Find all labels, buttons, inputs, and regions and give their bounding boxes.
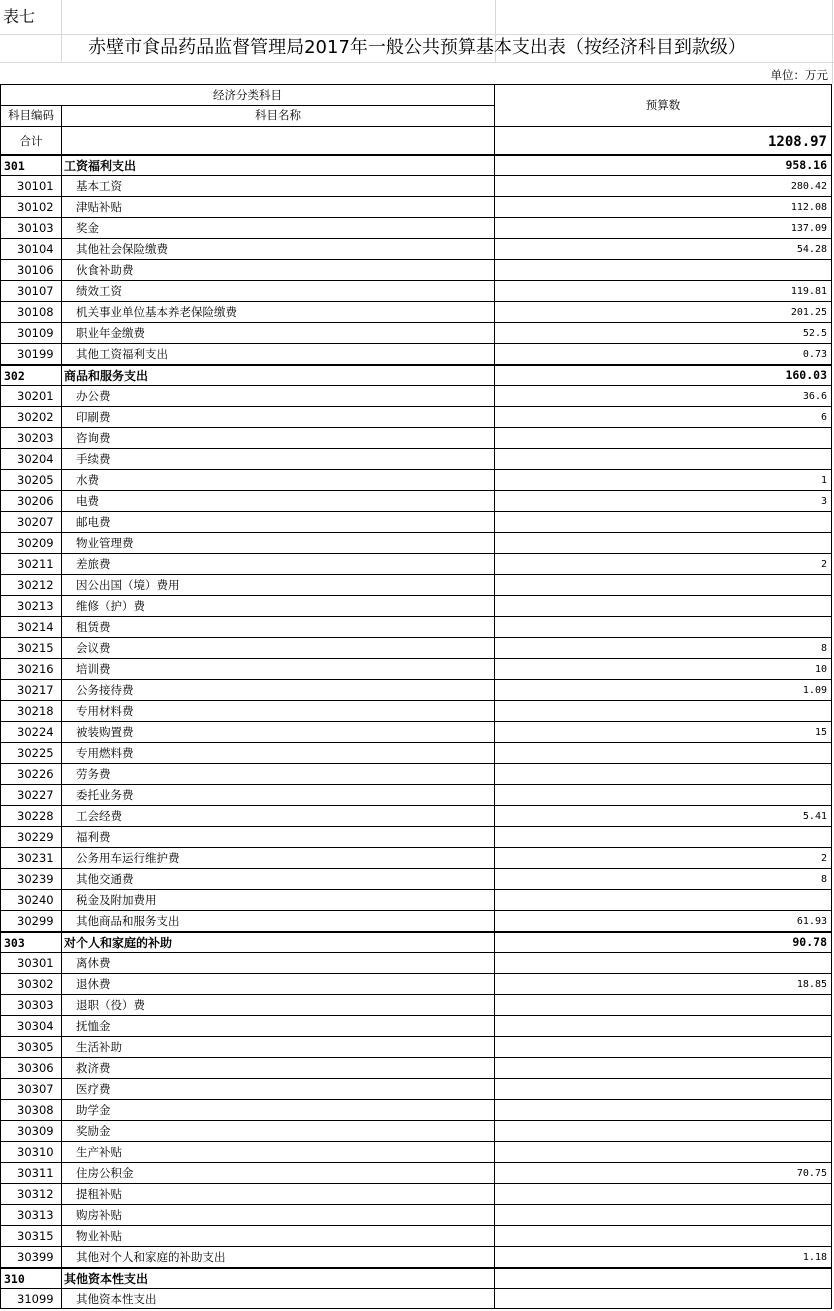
row-value: 2 (495, 553, 832, 574)
row-name: 生活补助 (61, 1036, 495, 1057)
row-value (495, 1036, 832, 1057)
row-value: 5.41 (495, 805, 832, 826)
row-name: 维修（护）费 (61, 595, 495, 616)
row-name: 其他商品和服务支出 (61, 910, 495, 931)
row-code: 303 (0, 931, 61, 952)
row-name: 其他资本性支出 (61, 1288, 495, 1309)
table-row (0, 259, 834, 280)
row-code: 30216 (0, 658, 61, 679)
table-row (0, 490, 834, 511)
row-value: 1.09 (495, 679, 832, 700)
table-row (0, 1057, 834, 1078)
table-row (0, 826, 834, 847)
table-row (0, 1120, 834, 1141)
table-row (0, 868, 834, 889)
row-value (495, 616, 832, 637)
row-name: 物业管理费 (61, 532, 495, 553)
row-value (495, 1225, 832, 1246)
row-name: 手续费 (61, 448, 495, 469)
table-row (0, 1225, 834, 1246)
row-name: 购房补贴 (61, 1204, 495, 1225)
row-name: 因公出国（境）费用 (61, 574, 495, 595)
row-name: 提租补贴 (61, 1183, 495, 1204)
row-value: 54.28 (495, 238, 832, 259)
row-value (495, 574, 832, 595)
row-code: 30311 (0, 1162, 61, 1183)
row-value: 10 (495, 658, 832, 679)
row-name: 福利费 (61, 826, 495, 847)
row-value: 201.25 (495, 301, 832, 322)
row-code: 30102 (0, 196, 61, 217)
row-value (495, 595, 832, 616)
row-name: 退职（役）费 (61, 994, 495, 1015)
row-value: 119.81 (495, 280, 832, 301)
unit-label: 单位：万元 (770, 68, 828, 82)
row-name: 咨询费 (61, 427, 495, 448)
row-code: 301 (0, 154, 61, 175)
table-row (0, 1162, 834, 1183)
total-value: 1208.97 (495, 126, 832, 154)
row-name: 专用燃料费 (61, 742, 495, 763)
row-name: 工会经费 (61, 805, 495, 826)
table-row (0, 322, 834, 343)
row-value (495, 889, 832, 910)
row-name: 其他工资福利支出 (61, 343, 495, 364)
row-value: 280.42 (495, 175, 832, 196)
row-value (495, 427, 832, 448)
row-value: 8 (495, 868, 832, 889)
total-label: 合计 (0, 126, 61, 154)
row-name: 伙食补助费 (61, 259, 495, 280)
row-code: 31099 (0, 1288, 61, 1309)
row-name: 其他社会保险缴费 (61, 238, 495, 259)
category-row (0, 364, 834, 385)
total-row (0, 126, 834, 154)
row-value (495, 1120, 832, 1141)
row-name: 离休费 (61, 952, 495, 973)
row-name: 专用材料费 (61, 700, 495, 721)
row-code: 30202 (0, 406, 61, 427)
row-code: 30215 (0, 637, 61, 658)
table-row (0, 238, 834, 259)
row-name: 医疗费 (61, 1078, 495, 1099)
header-code: 科目编码 (0, 105, 61, 126)
page-title: 赤壁市食品药品监督管理局2017年一般公共预算基本支出表（按经济科目到款级） (88, 37, 746, 58)
row-name: 公务接待费 (61, 679, 495, 700)
row-code: 30213 (0, 595, 61, 616)
row-name: 邮电费 (61, 511, 495, 532)
row-name: 租赁费 (61, 616, 495, 637)
row-value: 160.03 (495, 364, 832, 385)
table-header (0, 84, 834, 126)
row-code: 310 (0, 1267, 61, 1288)
row-code: 30204 (0, 448, 61, 469)
row-name: 奖励金 (61, 1120, 495, 1141)
table-row (0, 742, 834, 763)
table-row (0, 805, 834, 826)
table-row (0, 616, 834, 637)
header-value: 预算数 (495, 84, 832, 126)
row-name: 印刷费 (61, 406, 495, 427)
row-value: 90.78 (495, 931, 832, 952)
table-row (0, 658, 834, 679)
table-row (0, 280, 834, 301)
table-row (0, 1078, 834, 1099)
row-value (495, 1204, 832, 1225)
row-name: 办公费 (61, 385, 495, 406)
row-name: 差旅费 (61, 553, 495, 574)
row-value (495, 1057, 832, 1078)
row-name: 电费 (61, 490, 495, 511)
table-row (0, 847, 834, 868)
row-name: 劳务费 (61, 763, 495, 784)
row-code: 30228 (0, 805, 61, 826)
row-code: 30310 (0, 1141, 61, 1162)
table-row (0, 1246, 834, 1267)
table-row (0, 427, 834, 448)
row-code: 30214 (0, 616, 61, 637)
row-name: 其他交通费 (61, 868, 495, 889)
row-name: 工资福利支出 (61, 154, 495, 175)
row-code: 30301 (0, 952, 61, 973)
table-row (0, 343, 834, 364)
row-value (495, 1141, 832, 1162)
row-code: 30107 (0, 280, 61, 301)
row-name: 助学金 (61, 1099, 495, 1120)
table-row (0, 721, 834, 742)
row-code: 30217 (0, 679, 61, 700)
row-value (495, 700, 832, 721)
row-name: 委托业务费 (61, 784, 495, 805)
row-value: 112.08 (495, 196, 832, 217)
row-value (495, 952, 832, 973)
header-name: 科目名称 (61, 105, 495, 126)
row-name: 生产补贴 (61, 1141, 495, 1162)
table-row (0, 784, 834, 805)
row-code: 30108 (0, 301, 61, 322)
header-group: 经济分类科目 (0, 84, 495, 105)
row-code: 30315 (0, 1225, 61, 1246)
row-value (495, 1288, 832, 1309)
table-row (0, 217, 834, 238)
sheet-label: 表七 (3, 7, 36, 26)
title-row (0, 34, 834, 62)
row-code: 30211 (0, 553, 61, 574)
sheet-label-row (0, 0, 834, 35)
row-name: 对个人和家庭的补助 (61, 931, 495, 952)
row-code: 30103 (0, 217, 61, 238)
row-value: 1.18 (495, 1246, 832, 1267)
table-row (0, 889, 834, 910)
row-value (495, 742, 832, 763)
table-row (0, 1099, 834, 1120)
row-code: 30207 (0, 511, 61, 532)
table-row (0, 385, 834, 406)
row-value (495, 1078, 832, 1099)
table-row (0, 637, 834, 658)
table-row (0, 952, 834, 973)
row-value: 1 (495, 469, 832, 490)
row-name: 商品和服务支出 (61, 364, 495, 385)
row-code: 30231 (0, 847, 61, 868)
row-value: 0.73 (495, 343, 832, 364)
table-row (0, 763, 834, 784)
row-code: 30199 (0, 343, 61, 364)
row-code: 30218 (0, 700, 61, 721)
row-code: 30201 (0, 385, 61, 406)
row-value (495, 1267, 832, 1288)
row-code: 30308 (0, 1099, 61, 1120)
row-code: 30399 (0, 1246, 61, 1267)
row-code: 30109 (0, 322, 61, 343)
table-row (0, 1204, 834, 1225)
row-name: 职业年金缴费 (61, 322, 495, 343)
row-value: 61.93 (495, 910, 832, 931)
row-name: 会议费 (61, 637, 495, 658)
row-value (495, 763, 832, 784)
row-code: 30203 (0, 427, 61, 448)
table-row (0, 973, 834, 994)
table-row (0, 910, 834, 931)
row-code: 30226 (0, 763, 61, 784)
row-value: 18.85 (495, 973, 832, 994)
row-code: 30302 (0, 973, 61, 994)
row-name: 救济费 (61, 1057, 495, 1078)
row-code: 30212 (0, 574, 61, 595)
table-row (0, 406, 834, 427)
row-code: 30224 (0, 721, 61, 742)
row-value (495, 826, 832, 847)
row-name: 水费 (61, 469, 495, 490)
category-row (0, 1267, 834, 1288)
row-name: 被装购置费 (61, 721, 495, 742)
row-code: 30313 (0, 1204, 61, 1225)
row-code: 30312 (0, 1183, 61, 1204)
row-value: 137.09 (495, 217, 832, 238)
row-code: 30101 (0, 175, 61, 196)
table-row (0, 196, 834, 217)
table-row (0, 1141, 834, 1162)
row-value: 8 (495, 637, 832, 658)
row-value: 52.5 (495, 322, 832, 343)
row-code: 30239 (0, 868, 61, 889)
row-value (495, 448, 832, 469)
row-name: 退休费 (61, 973, 495, 994)
table-row (0, 574, 834, 595)
row-code: 30303 (0, 994, 61, 1015)
row-name: 物业补贴 (61, 1225, 495, 1246)
row-value (495, 259, 832, 280)
row-value (495, 784, 832, 805)
table-row (0, 532, 834, 553)
table-row (0, 1036, 834, 1057)
row-value (495, 511, 832, 532)
row-value (495, 1015, 832, 1036)
row-code: 30229 (0, 826, 61, 847)
table-row (0, 175, 834, 196)
row-name: 绩效工资 (61, 280, 495, 301)
row-name: 住房公积金 (61, 1162, 495, 1183)
row-code: 30106 (0, 259, 61, 280)
table-row (0, 1288, 834, 1309)
table-row (0, 1183, 834, 1204)
row-code: 30240 (0, 889, 61, 910)
row-name: 机关事业单位基本养老保险缴费 (61, 301, 495, 322)
row-name: 抚恤金 (61, 1015, 495, 1036)
row-name: 基本工资 (61, 175, 495, 196)
row-value (495, 994, 832, 1015)
row-value: 2 (495, 847, 832, 868)
row-code: 30206 (0, 490, 61, 511)
row-value: 36.6 (495, 385, 832, 406)
table-row (0, 448, 834, 469)
row-value (495, 532, 832, 553)
row-code: 30307 (0, 1078, 61, 1099)
category-row (0, 154, 834, 175)
row-code: 30225 (0, 742, 61, 763)
row-value (495, 1183, 832, 1204)
table-row (0, 700, 834, 721)
table-row (0, 301, 834, 322)
row-value (495, 1099, 832, 1120)
category-row (0, 931, 834, 952)
row-code: 30306 (0, 1057, 61, 1078)
row-value: 15 (495, 721, 832, 742)
row-code: 30227 (0, 784, 61, 805)
row-code: 30205 (0, 469, 61, 490)
unit-row (0, 62, 834, 85)
row-code: 30299 (0, 910, 61, 931)
row-value: 6 (495, 406, 832, 427)
table-row (0, 994, 834, 1015)
table-row (0, 469, 834, 490)
row-value: 70.75 (495, 1162, 832, 1183)
row-name: 津贴补贴 (61, 196, 495, 217)
row-value: 958.16 (495, 154, 832, 175)
row-code: 30104 (0, 238, 61, 259)
row-name: 公务用车运行维护费 (61, 847, 495, 868)
table-row (0, 1015, 834, 1036)
row-name: 奖金 (61, 217, 495, 238)
row-name: 其他对个人和家庭的补助支出 (61, 1246, 495, 1267)
row-code: 30305 (0, 1036, 61, 1057)
row-value: 3 (495, 490, 832, 511)
row-code: 30304 (0, 1015, 61, 1036)
total-name-cell (61, 126, 495, 154)
row-name: 税金及附加费用 (61, 889, 495, 910)
table-row (0, 553, 834, 574)
table-row (0, 511, 834, 532)
row-name: 其他资本性支出 (61, 1267, 495, 1288)
row-name: 培训费 (61, 658, 495, 679)
table-row (0, 595, 834, 616)
table-row (0, 679, 834, 700)
row-code: 30309 (0, 1120, 61, 1141)
row-code: 30209 (0, 532, 61, 553)
row-code: 302 (0, 364, 61, 385)
